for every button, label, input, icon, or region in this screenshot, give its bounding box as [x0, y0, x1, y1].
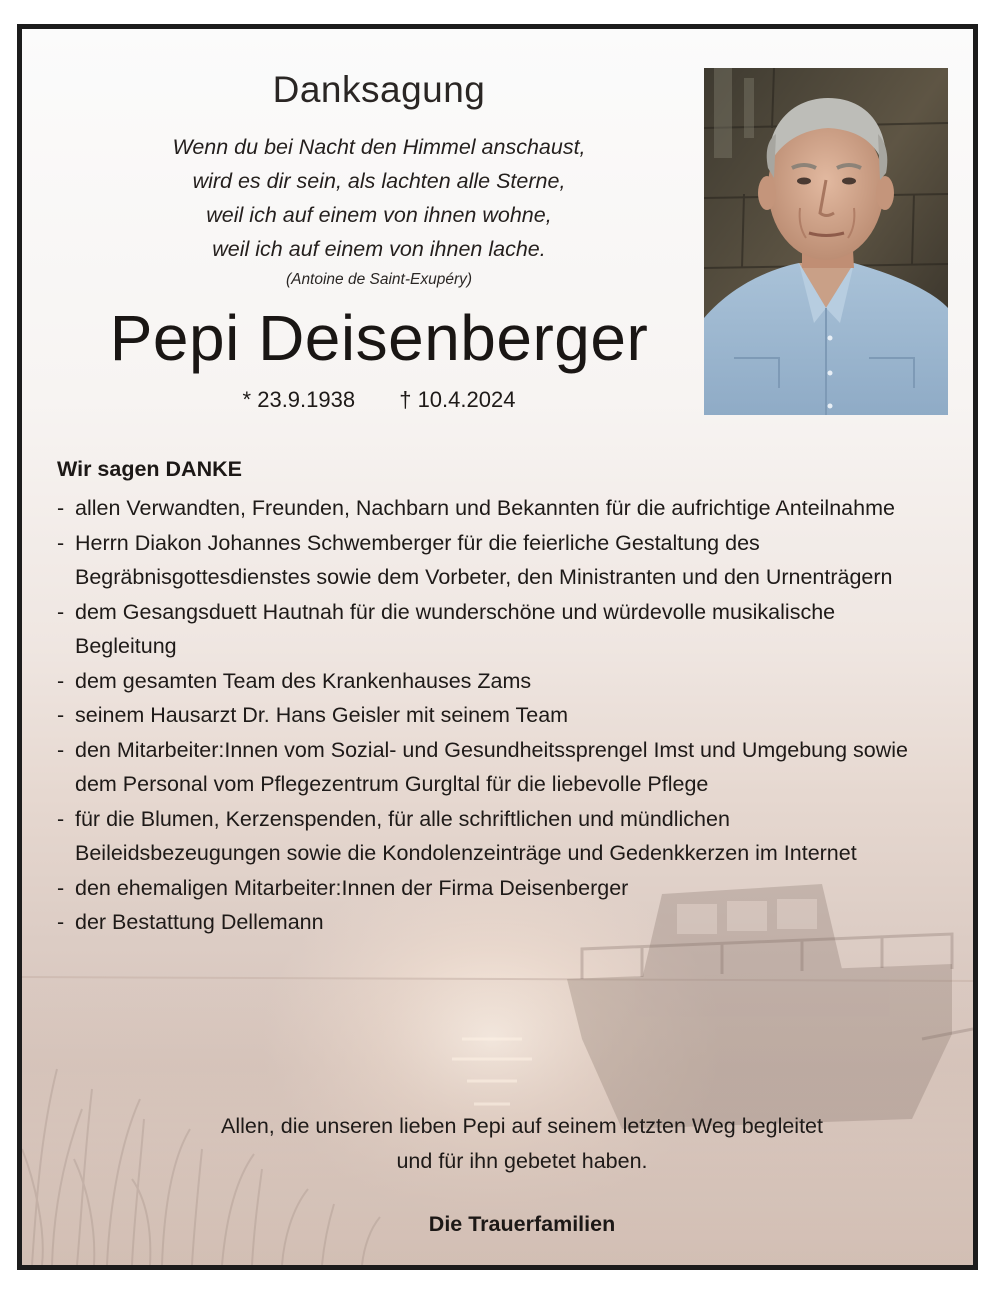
life-dates: [22, 387, 736, 413]
poem-line: weil ich auf einem von ihnen lache.: [212, 237, 546, 261]
list-item: - den Mitarbeiter:Innen vom Sozial- und Gesundheitssprengel Imst und Umgebung sowie dem Personal vom Pflegezentrum Gurgltal für die liebevolle Pflege: [57, 733, 937, 802]
list-item: - der Bestattung Dellemann: [57, 905, 937, 940]
closing-line: Allen, die unseren lieben Pepi auf seinem letzten Weg begleitet: [221, 1114, 823, 1138]
poem-line: weil ich auf einem von ihnen wohne,: [206, 203, 552, 227]
list-item: - allen Verwandten, Freunden, Nachbarn und Bekannten für die aufrichtige Anteilnahme: [57, 491, 937, 526]
list-item: - seinem Hausarzt Dr. Hans Geisler mit seinem Team: [57, 698, 937, 733]
poem-attribution: (Antoine de Saint-Exupéry): [285, 271, 473, 288]
closing-line: und für ihn gebetet haben.: [396, 1149, 648, 1173]
obituary-card: [17, 24, 978, 1270]
notice-heading: Danksagung: [272, 69, 486, 110]
poem-line: Wenn du bei Nacht den Himmel anschaust,: [172, 135, 586, 159]
thanks-list: [57, 491, 937, 940]
birth-date: * 23.9.1938: [242, 387, 356, 412]
thanks-heading: Wir sagen DANKE: [57, 457, 242, 481]
signature: Die Trauerfamilien: [428, 1212, 616, 1236]
list-item: - für die Blumen, Kerzenspenden, für alle schriftlichen und mündlichen Beileidsbezeugungen sowie die Kondolenzeinträge und Gedenkkerzen im Internet: [57, 802, 937, 871]
closing-text: [72, 1109, 972, 1179]
portrait-photo: [704, 68, 948, 415]
portrait-image: [704, 68, 948, 415]
deceased-name: Pepi Deisenberger: [109, 302, 649, 374]
list-item: - dem Gesangsduett Hautnah für die wunderschöne und würdevolle musikalische Begleitung: [57, 595, 937, 664]
list-item: - Herrn Diakon Johannes Schwemberger für die feierliche Gestaltung des Begräbnisgottesdienstes sowie dem Vorbeter, den Ministranten und den Urnenträgern: [57, 526, 937, 595]
list-item: - dem gesamten Team des Krankenhauses Zams: [57, 664, 937, 699]
death-date: † 10.4.2024: [399, 387, 516, 412]
list-item: - den ehemaligen Mitarbeiter:Innen der Firma Deisenberger: [57, 871, 937, 906]
poem-line: wird es dir sein, als lachten alle Sterne,: [192, 169, 566, 193]
poem: [22, 130, 736, 266]
